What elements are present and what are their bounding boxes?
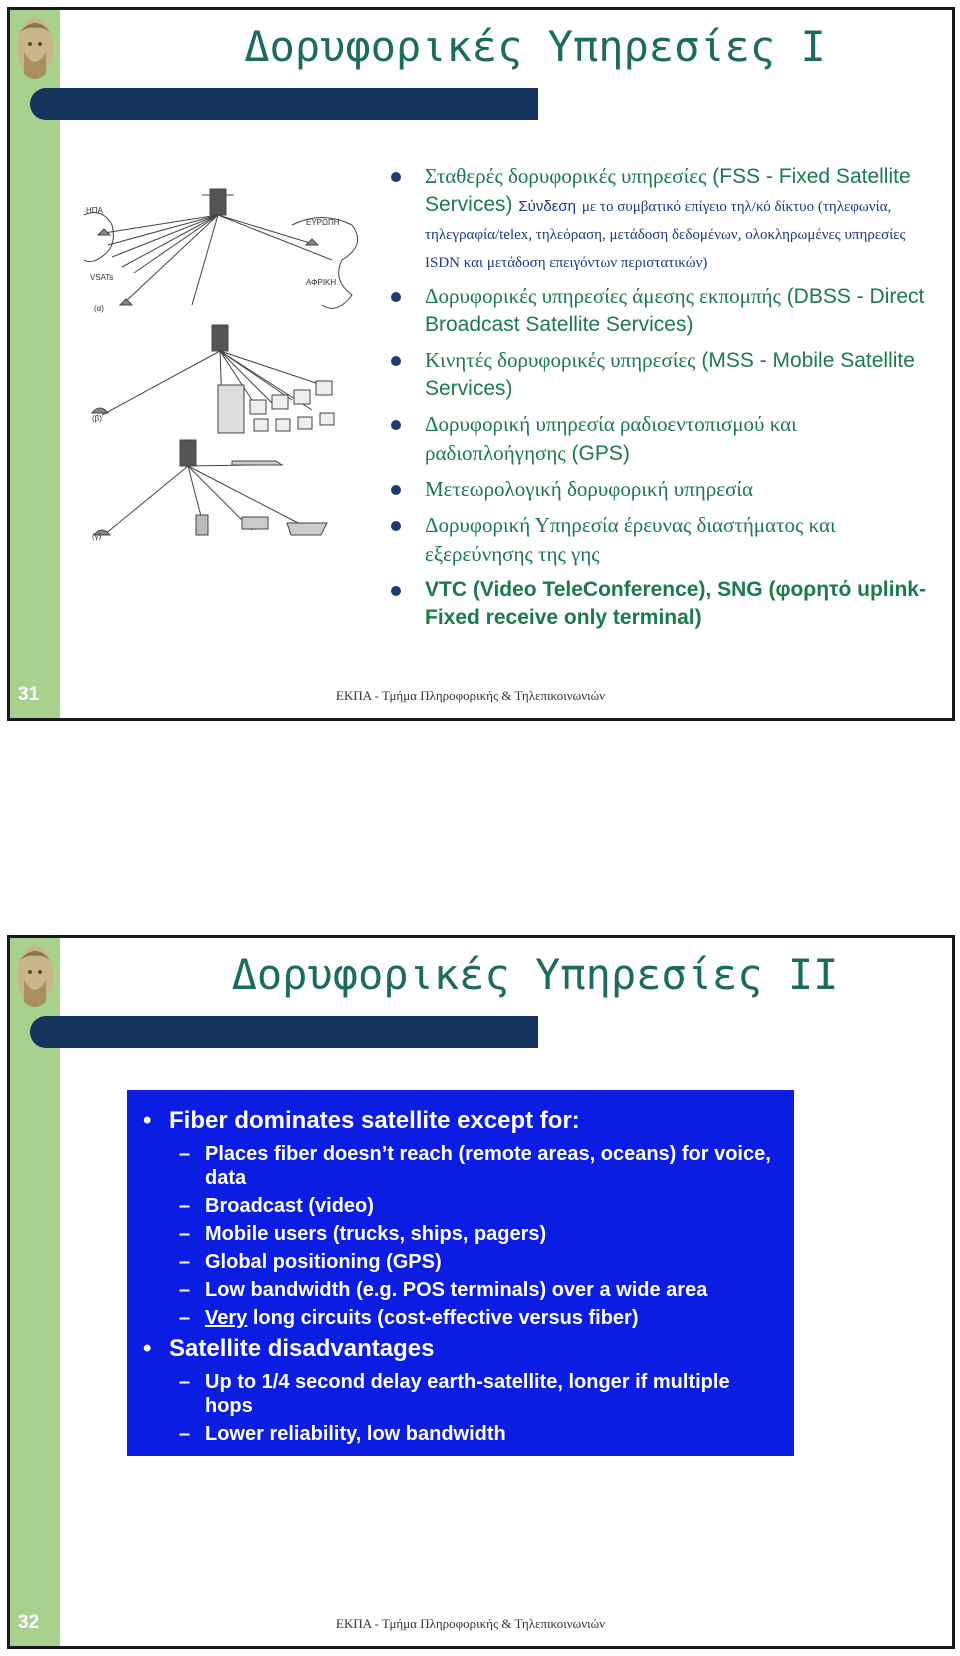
- bullet-meteo: Μετεωρολογική δορυφορική υπηρεσία: [385, 475, 940, 504]
- sub-point: – Low bandwidth (e.g. POS terminals) over a wide area: [143, 1278, 778, 1302]
- university-logo-icon: [12, 12, 58, 92]
- services-bullet-list: [385, 162, 940, 639]
- title-underline-bar: [30, 1016, 538, 1048]
- sub-point: – Global positioning (GPS): [143, 1250, 778, 1274]
- label-africa: ΑΦΡΙΚΗ: [306, 278, 337, 287]
- satellite-services-diagram: [82, 185, 372, 575]
- label-a: (α): [94, 304, 104, 313]
- bullet-gps: Δορυφορική υπηρεσία ραδιοεντοπισμού και ραδιοπλοήγησης (GPS): [385, 410, 940, 468]
- label-europe: ΕΥΡΩΠΗ: [306, 218, 340, 227]
- slide-footer: ΕΚΠΑ - Τμήμα Πληροφορικής & Τηλεπικοινωνιών: [336, 1616, 606, 1631]
- bullet-vtc: VTC (Video TeleConference), SNG (φορητό uplink- Fixed receive only terminal): [385, 576, 940, 632]
- university-logo-icon: [12, 940, 58, 1020]
- point-satellite-disadvantages: • Satellite disadvantages: [143, 1334, 778, 1364]
- slide-31: [7, 7, 955, 721]
- title-underline-bar: [30, 88, 538, 120]
- bullet-mss: Κινητές δορυφορικές υπηρεσίες (MSS - Mobile Satellite Services): [385, 346, 940, 403]
- label-usa: ΗΠΑ: [86, 206, 103, 215]
- bullet-fss: Σταθερές δορυφορικές υπηρεσίες (FSS - Fixed Satellite Services) Σύνδεση με το συμβατικό επίγειο τηλ/κό δίκτυο (τηλεφωνία, τηλεγραφία/telex, τηλεόραση, μετάδοση δεδομένων, ολοκληρωμένες υπηρεσίες ISDN και μετάδοση επειγόντων περιστατικών): [385, 162, 940, 275]
- label-vsats: VSATs: [90, 273, 114, 282]
- page-number: 32: [18, 1612, 40, 1633]
- point-fiber-dominates: • Fiber dominates satellite except for:: [143, 1106, 778, 1136]
- bullet-space-research: Δορυφορική Υπηρεσία έρευνας διαστήματος και εξερεύνησης της γης: [385, 511, 940, 569]
- sub-point: – Places fiber doesn’t reach (remote areas, oceans) for voice, data: [143, 1142, 778, 1190]
- sub-point-long-circuits: – Very long circuits (cost-effective versus fiber): [143, 1306, 778, 1330]
- slide-32: [7, 935, 955, 1649]
- sub-point: – Lower reliability, low bandwidth: [143, 1422, 778, 1446]
- satellite-icon: [210, 189, 226, 215]
- fiber-vs-satellite-box: [127, 1090, 794, 1456]
- sub-point: – Mobile users (trucks, ships, pagers): [143, 1222, 778, 1246]
- slide-footer: ΕΚΠΑ - Τμήμα Πληροφορικής & Τηλεπικοινωνιών: [336, 688, 606, 703]
- sub-point: – Up to 1/4 second delay earth-satellite, longer if multiple hops: [143, 1370, 778, 1418]
- page-number: 31: [18, 684, 40, 705]
- bullet-dbss: Δορυφορικές υπηρεσίες άμεσης εκπομπής (DBSS - Direct Broadcast Satellite Services): [385, 282, 940, 339]
- sub-point: – Broadcast (video): [143, 1194, 778, 1218]
- slide-title: Δορυφορικές Υπηρεσίες Ι: [244, 22, 826, 71]
- label-b: (β): [92, 414, 102, 423]
- label-c: (γ): [92, 532, 102, 541]
- slide-title: Δορυφορικές Υπηρεσίες ΙΙ: [231, 950, 839, 999]
